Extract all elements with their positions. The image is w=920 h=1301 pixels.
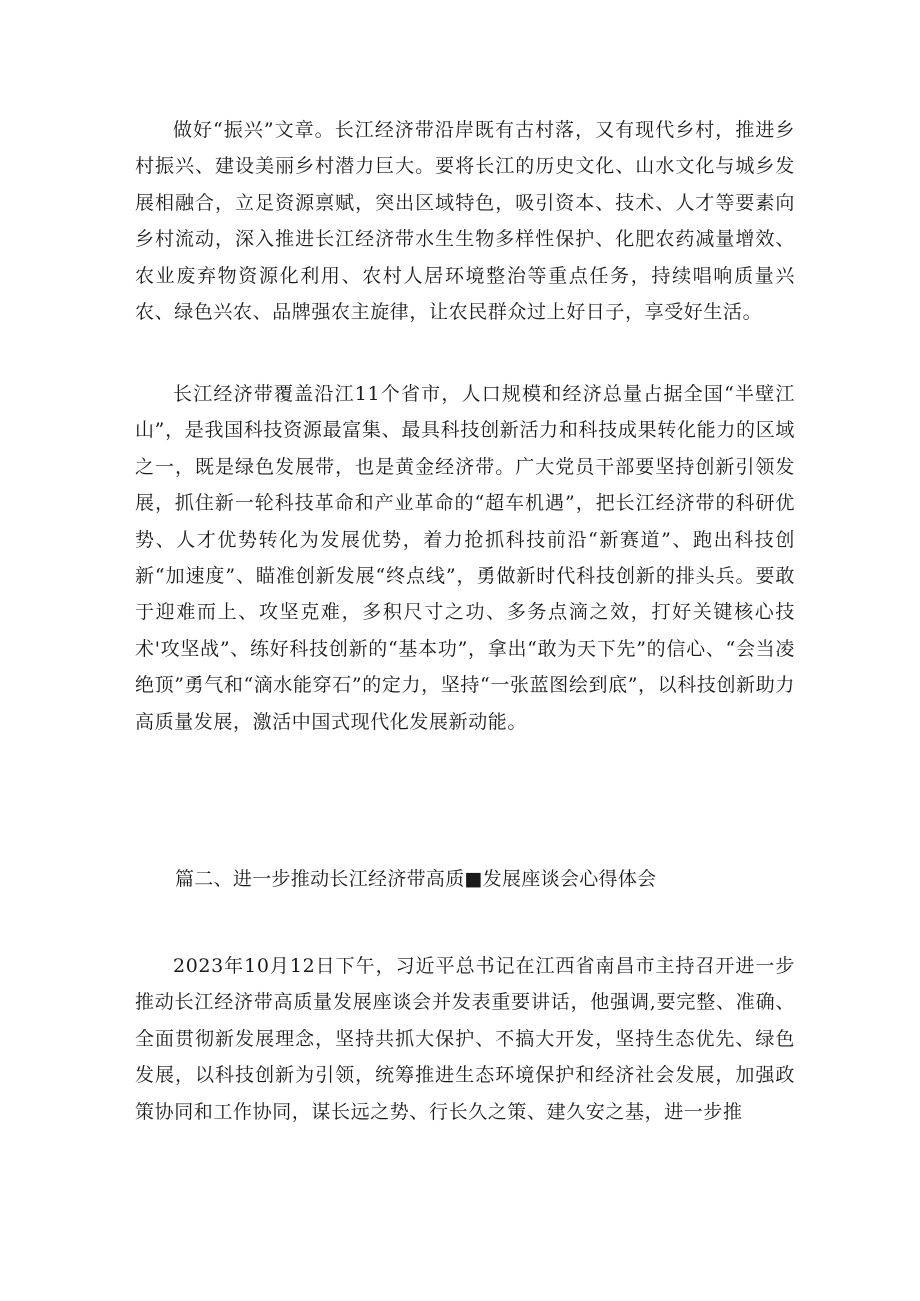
paragraph-rural-revitalization: 做好“振兴”文章。长江经济带沿岸既有古村落，又有现代乡村，推进乡村振兴、建设美丽乡村潜力巨大。要将长江的历史文化、山水文化与城乡发展相融合，立足资源禀赋，突出区域特色，吸引资本、技术、人才等要素向乡村流动，深入推进长江经济带水生生物多样性保护、化肥农药减量增效、农业废弃物资源化利用、农村人居环境整治等重点任务，持续唱响质量兴农、绿色兴农、品牌强农主旋律，让农民群众过上好日子，享受好生活。 [135, 119, 795, 324]
paragraph-symposium-intro: 2023年10月12日下午，习近平总书记在江西省南昌市主持召开进一步推动长江经济带高质量发展座谈会并发表重要讲话，他强调,要完整、准确、全面贯彻新发展理念，坚持共抓大保护、不搞大开发，坚持生态优先、绿色发展，以科技创新为引领，统筹推进生态环境保护和经济社会发展，加强政策协同和工作协同，谋长远之势、行长久之策、建久安之基，进一步推 [135, 955, 795, 1123]
paragraph-tech-innovation: 长江经济带覆盖沿江11个省市，人口规模和经济总量占据全国“半壁江山”，是我国科技资源最富集、最具科技创新活力和科技成果转化能力的区域之一，既是绿色发展带，也是黄金经济带。广大党员干部要坚持创新引领发展，抓住新一轮科技革命和产业革命的“超车机遇”，把长江经济带的科研优势、人才优势转化为发展优势，着力抢抓科技前沿“新赛道”、跑出科技创新“加速度”、瞄准创新发展“终点线”，勇做新时代科技创新的排头兵。要敢于迎难而上、攻坚克难，多积尺寸之功、多务点滴之效，打好关键核心技术'攻坚战”、练好科技创新的“基本功”，拿出“敢为天下先”的信心、“会当凌绝顶”勇气和“滴水能穿石”的定力，坚持“一张蓝图绘到底”，以科技创新助力高质量发展，激活中国式现代化发展新动能。 [135, 383, 795, 733]
section-heading: 篇二、进一步推动长江经济带高质■发展座谈会心得体会 [175, 868, 657, 890]
